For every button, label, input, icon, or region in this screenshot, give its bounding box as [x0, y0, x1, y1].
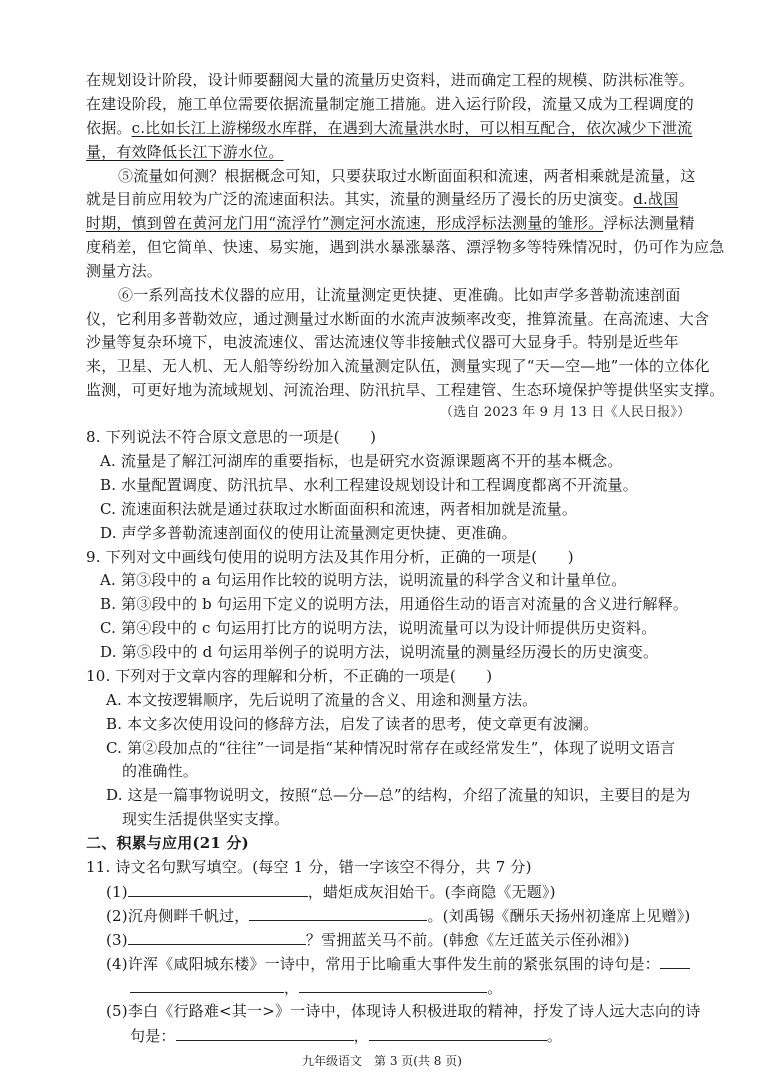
- question-8-option-a[interactable]: A. 流量是了解江河湖库的重要指标，也是研究水资源课题离不开的基本概念。: [100, 452, 623, 470]
- passage-line: 就是目前应用较为广泛的流速面积法。其实，流量的测量经历了漫长的历史演变。d.战国: [86, 190, 679, 208]
- passage-line: ⑤流量如何测？根据概念可知，只要获取过水断面面积和流速，两者相乘就是流量，这: [118, 167, 696, 185]
- question-10-option-d[interactable]: D. 这是一篇事物说明文，按照“总—分—总”的结构，介绍了流量的知识，主要目的是为: [106, 786, 691, 804]
- underlined-sentence-d: d.战国: [633, 190, 679, 208]
- question-11-stem: 11. 诗文名句默写填空。(每空 1 分，错一字该空不得分，共 7 分): [86, 858, 532, 876]
- question-8-option-c[interactable]: C. 流速面积法就是通过获取过水断面面积和流速，两者相加就是流量。: [100, 500, 578, 518]
- page-footer: 九年级语文 第 3 页(共 8 页): [302, 1054, 462, 1068]
- question-9-option-d[interactable]: D. 第⑤段中的 d 句运用举例子的说明方法，说明流量的测量经历漫长的历史演变。: [100, 643, 659, 661]
- underlined-sentence-c: c.比如长江上游梯级水库群，在遇到大流量洪水时，可以相互配合，依次减少下泄流: [131, 119, 693, 137]
- passage-line: 仪，它利用多普勒效应，通过测量过水断面的水流声波频率改变，推算流量。在高流速、大含: [86, 310, 710, 328]
- question-8-stem: 8. 下列说法不符合原文意思的一项是( ): [86, 428, 377, 446]
- section-title: 二、积累与应用(21 分): [86, 834, 249, 852]
- answer-blank[interactable]: [660, 952, 690, 969]
- passage-line: 测量方法。: [86, 262, 163, 280]
- underlined-sentence-c-cont: 量，有效降低长江下游水位。: [86, 143, 284, 161]
- answer-blank[interactable]: [299, 976, 487, 993]
- question-9-option-b[interactable]: B. 第③段中的 b 句运用下定义的说明方法，用通俗生动的语言对流量的含义进行解释。: [100, 595, 689, 613]
- answer-blank[interactable]: [130, 976, 284, 993]
- passage-line: 在建设阶段，施工单位需要依据流量制定施工措施。进入运行阶段，流量又成为工程调度的: [86, 95, 695, 113]
- question-8-option-b[interactable]: B. 水量配置调度、防汛抗旱、水利工程建设规划设计和工程调度都离不开流量。: [100, 476, 638, 494]
- passage-line: 依据。c.比如长江上游梯级水库群，在遇到大流量洪水时，可以相互配合，依次减少下泄流: [86, 119, 693, 137]
- passage-line: 度稍差，但它简单、快速、易实施，遇到洪水暴涨暴落、漂浮物多等特殊情况时，仍可作为应急: [86, 238, 725, 256]
- answer-blank[interactable]: [128, 880, 308, 897]
- question-9-option-a[interactable]: A. 第③段中的 a 句运用作比较的说明方法，说明流量的科学含义和计量单位。: [100, 571, 627, 589]
- answer-blank[interactable]: [176, 1024, 354, 1041]
- question-11-item-5-cont: 句是： ， 。: [130, 1024, 562, 1047]
- question-11-item-2: (2)沉舟侧畔千帆过， 。(刘禹锡《酬乐天扬州初逢席上见赠》): [106, 904, 690, 927]
- source-citation: （选自 2023 年 9 月 13 日《人民日报》）: [440, 405, 691, 420]
- passage-line: 监测，可更好地为流域规划、河流治理、防汛抗旱、工程建管、生态环境保护等提供坚实支撑。: [86, 381, 725, 399]
- question-9-stem: 9. 下列对文中画线句使用的说明方法及其作用分析，正确的一项是( ): [86, 548, 574, 566]
- question-11-item-4-cont: ， 。: [130, 976, 502, 999]
- question-8-option-d[interactable]: D. 声学多普勒流速剖面仪的使用让流量测定更快捷、更准确。: [100, 524, 517, 542]
- passage-line: 沙量等复杂环境下，电波流速仪、雷达流速仪等非接触式仪器可大显身手。特别是近些年: [86, 333, 679, 351]
- question-11-item-3: (3) ？雪拥蓝关马不前。(韩愈《左迁蓝关示侄孙湘》): [106, 928, 630, 951]
- question-10-option-b[interactable]: B. 本文多次使用设问的修辞方法，启发了读者的思考，使文章更有波澜。: [106, 715, 599, 733]
- underlined-sentence-d-cont: 时期，慎到曾在黄河龙门用“流浮竹”测定河水流速，形成浮标法测量的雏形。: [86, 214, 604, 232]
- question-10-stem: 10. 下列对于文章内容的理解和分析，不正确的一项是( ): [86, 667, 493, 685]
- question-11-item-5: (5)李白《行路难<其一>》一诗中，体现诗人积极进取的精神，抒发了诗人远大志向的诗: [106, 1002, 701, 1020]
- passage-line: 来，卫星、无人机、无人船等纷纷加入流量测定队伍，测量实现了“天—空—地”一体的立体化: [86, 357, 710, 375]
- answer-blank[interactable]: [128, 928, 306, 945]
- passage-line: 在规划设计阶段，设计师要翻阅大量的流量历史资料，进而确定工程的规模、防洪标准等。: [86, 71, 695, 89]
- question-10-option-a[interactable]: A. 本文按逻辑顺序，先后说明了流量的含义、用途和测量方法。: [106, 691, 538, 709]
- passage-line: 时期，慎到曾在黄河龙门用“流浮竹”测定河水流速，形成浮标法测量的雏形。浮标法测量精: [86, 214, 695, 232]
- passage-line: ⑥一系列高技术仪器的应用，让流量测定更快捷、更准确。比如声学多普勒流速剖面: [118, 286, 681, 304]
- question-10-option-c[interactable]: C. 第②段加点的“往往”一词是指“某种情况时常存在或经常发生”，体现了说明文语言: [106, 739, 676, 757]
- question-9-option-c[interactable]: C. 第④段中的 c 句运用打比方的说明方法，说明流量可以为设计师提供历史资料。: [100, 619, 657, 637]
- question-10-option-c-cont: 的准确性。: [122, 762, 199, 780]
- answer-blank[interactable]: [249, 904, 427, 921]
- answer-blank[interactable]: [369, 1024, 547, 1041]
- question-11-item-4: (4)许浑《咸阳城东楼》一诗中，常用于比喻重大事件发生前的紧张氛围的诗句是：: [106, 952, 690, 975]
- question-11-item-1: (1) ，蜡炬成灰泪始干。(李商隐《无题》): [106, 880, 556, 903]
- question-10-option-d-cont: 现实生活提供坚实支撑。: [122, 810, 290, 828]
